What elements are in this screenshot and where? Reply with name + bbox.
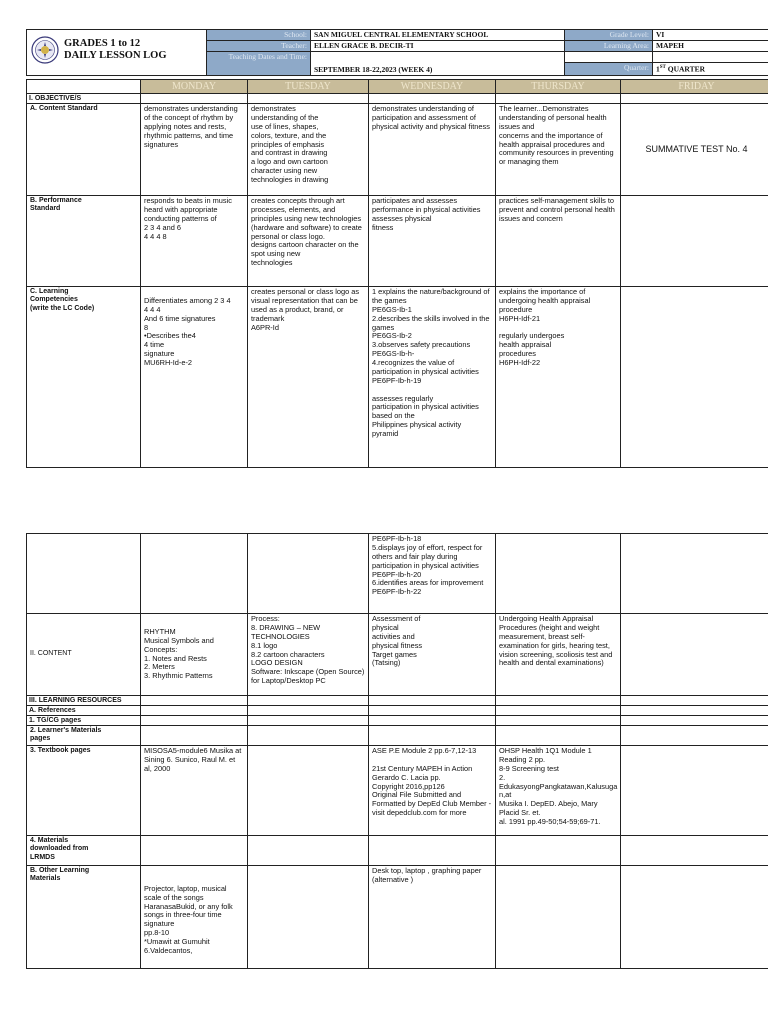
other-materials-row [27, 866, 768, 969]
teacher-value: ELLEN GRACE B. DECIR-TI [311, 41, 565, 52]
other-materials-mon: Projector, laptop, musical scale of the songs HaranasaBukid, or any folk songs in three-four time signature pp.8-10 *Umawit at Gumuhit 6.Valdecantos, [141, 866, 248, 969]
row-label-content-standard: A. Content Standard [27, 104, 141, 196]
header-title-line2: DAILY LESSON LOG [64, 50, 167, 61]
lrmds-row [27, 836, 768, 866]
school-label: School: [207, 30, 311, 41]
teacher-label: Teacher: [207, 41, 311, 52]
lc-continued-wed: PE6PF-Ib-h-18 5.displays joy of effort, respect for others and fair play during participation in physical activities PE6PF-Ib-h-20 6.identifies areas for improvement PE6PF-Ib-h-22 [369, 534, 496, 614]
row-label-lm-pages: 2. Learner's Materials pages [27, 726, 141, 746]
row-label-other-materials: B. Other Learning Materials [27, 866, 141, 969]
grade-label: Grade Level: [565, 30, 653, 41]
performance-standard-tue: creates concepts through art processes, elements, and principles using new technologies (hardware and software) to create personal or class logo. designs cartoon character on the spot using new technologies [248, 196, 369, 287]
textbook-row [27, 746, 768, 836]
content-standard-row [27, 104, 768, 196]
textbook-thu: OHSP Health 1Q1 Module 1 Reading 2 pp. 8-9 Screening test 2. EdukasyongPangkatawan,Kalusuga n,at Musika I. DepED. Abejo, Mary Placid Sr. et. al. 1991 pp.49-50;54-59;69-71. [496, 746, 621, 836]
day-header-row [27, 80, 768, 94]
day-wednesday: WEDNESDAY [369, 80, 496, 94]
lm-pages-row [27, 726, 768, 746]
day-friday: FRIDAY [621, 80, 768, 94]
textbook-wed: ASE P.E Module 2 pp.6-7,12-13 21st Century MAPEH in Action Gerardo C. Lacia pp. Copyright 2016,pp126 Original File Submitted and Formatted by DepEd Club Member - visit depedclub.com for more [369, 746, 496, 836]
row-label-performance-standard: B. Performance Standard [27, 196, 141, 287]
header-table [26, 29, 768, 76]
content-tue: Process: 8. DRAWING – NEW TECHNOLOGIES 8.1 logo 8.2 cartoon characters LOGO DESIGN Software: Inkscape (Open Source) for Laptop/Desktop PC [248, 614, 369, 696]
day-tuesday: TUESDAY [248, 80, 369, 94]
deped-seal-icon [31, 36, 59, 64]
section-objectives: I. OBJECTIVE/S [27, 94, 141, 104]
dates-label: Teaching Dates and Time: [207, 52, 311, 76]
header-logo-cell [27, 30, 207, 76]
other-materials-wed: Desk top, laptop , graphing paper (alternative ) [369, 866, 496, 969]
content-thu: Undergoing Health Appraisal Procedures (height and weight measurement, breast self-examination for girls, hearing test, vision screening, scoliosis test and health and dental examinations) [496, 614, 621, 696]
content-standard-mon: demonstrates understanding of the concept of rhythm by applying notes and rests, rhythmic patterns, and time signatures [141, 104, 248, 196]
grade-value: VI [653, 30, 768, 41]
content-standard-wed: demonstrates understanding of participation and assessment of physical activity and physical fitness [369, 104, 496, 196]
content-row [27, 614, 768, 696]
content-standard-thu: The learner...Demonstrates understanding of personal health issues and concerns and the importance of health appraisal procedures and community resources in preventing or managing them [496, 104, 621, 196]
learning-competencies-thu: explains the importance of undergoing health appraisal procedure H6PH-Idf-21 regularly undergoes health appraisal procedures H6PH-Idf-22 [496, 287, 621, 468]
area-label: Learning Area: [565, 41, 653, 52]
content-standard-fri: SUMMATIVE TEST No. 4 [621, 104, 768, 196]
performance-standard-fri [621, 196, 768, 287]
content-resources-table [26, 533, 768, 969]
row-label-tg-pages: 1. TG/CG pages [27, 716, 141, 726]
row-label-references: A. References [27, 706, 141, 716]
textbook-mon: MISOSA5-module6 Musika at Sining 6. Sunico, Raul M. et al, 2000 [141, 746, 248, 836]
section-content: II. CONTENT [27, 614, 141, 696]
area-value: MAPEH [653, 41, 768, 52]
day-monday: MONDAY [141, 80, 248, 94]
row-label-lrmds: 4. Materials downloaded from LRMDS [27, 836, 141, 866]
day-thursday: THURSDAY [496, 80, 621, 94]
performance-standard-wed: participates and assesses performance in physical activities assesses physical fitness [369, 196, 496, 287]
blank-label-cell [565, 52, 653, 63]
content-mon: RHYTHM Musical Symbols and Concepts: 1. Notes and Rests 2. Meters 3. Rhythmic Patterns [141, 614, 248, 696]
quarter-label: Quarter: [565, 63, 653, 76]
section-resources: III. LEARNING RESOURCES [27, 696, 141, 706]
learning-competencies-row [27, 287, 768, 468]
performance-standard-thu: practices self-management skills to prevent and control personal health issues and concern [496, 196, 621, 287]
objectives-table [26, 79, 768, 468]
learning-competencies-tue: creates personal or class logo as visual representation that can be used as a product, brand, or trademark A6PR-Id [248, 287, 369, 468]
learning-competencies-wed: 1 explains the nature/background of the games PE6GS-Ib-1 2.describes the skills involved in the games PE6GS-Ib-2 3.observes safety precautions PE6GS-Ib-h- 4.recognizes the value of participation in physical activities PE6PF-Ib-h-19 assesses regularly participation in physical activities based on the Philippines physical activity pyramid [369, 287, 496, 468]
content-wed: Assessment of physical activities and physical fitness Target games (Tatsing) [369, 614, 496, 696]
performance-standard-mon: responds to beats in music heard with appropriate conducting patterns of 2 3 4 and 6 4 4 4 8 [141, 196, 248, 287]
row-label-textbook: 3. Textbook pages [27, 746, 141, 836]
learning-competencies-mon: Differentiates among 2 3 4 4 4 4 And 6 time signatures 8 •Describes the4 4 time signature MU6RH-Id-e-2 [141, 287, 248, 468]
lc-continued-row [27, 534, 768, 614]
school-value: SAN MIGUEL CENTRAL ELEMENTARY SCHOOL [311, 30, 565, 41]
row-label-learning-competencies: C. Learning Competencies (write the LC Code) [27, 287, 141, 468]
content-standard-tue: demonstrates understanding of the use of lines, shapes, colors, texture, and the principles of emphasis and contrast in drawing a logo and own cartoon character using new technologies in drawing [248, 104, 369, 196]
header-title-line1: GRADES 1 to 12 [64, 38, 141, 49]
blank-value-cell [653, 52, 768, 63]
learning-competencies-fri [621, 287, 768, 468]
day-header-blank [27, 80, 141, 94]
quarter-value: 1ST QUARTER [653, 63, 768, 76]
dates-value: SEPTEMBER 18-22,2023 (WEEK 4) [311, 52, 565, 76]
performance-standard-row [27, 196, 768, 287]
